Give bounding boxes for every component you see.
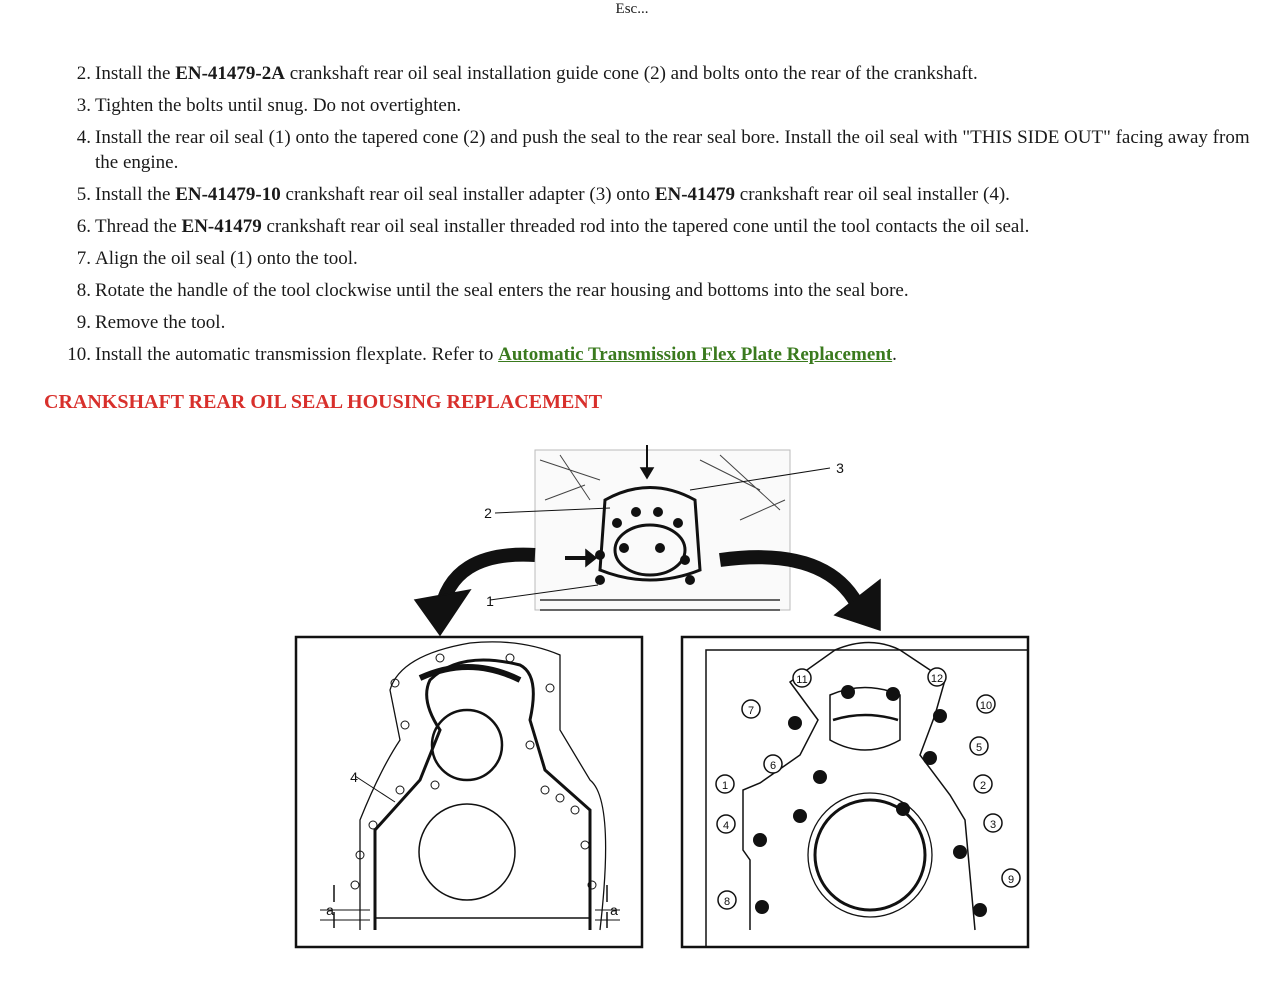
step-item (0, 61, 1264, 86)
flex-plate-replacement-link[interactable]: Automatic Transmission Flex Plate Replacement (498, 344, 893, 365)
tool-number: EN-41479 (181, 216, 262, 237)
bolt-sequence-number: 2 (979, 780, 987, 792)
bolt-sequence-number: 5 (975, 742, 983, 754)
step-number: 10. (67, 344, 91, 365)
step-text: Rotate the handle of the tool clockwise until the seal enters the rear housing and bottoms into the seal bore. (95, 280, 909, 301)
bolt-sequence-number: 6 (769, 760, 777, 772)
step-text: Thread the (95, 216, 182, 237)
step-text: crankshaft rear oil seal installer adapter (3) onto (280, 184, 655, 205)
bolt-sequence-number: 10 (979, 700, 993, 712)
callout-label: 3 (836, 460, 844, 476)
step-item (0, 310, 1264, 335)
engine-rear-view (535, 445, 790, 610)
step-number: 2. (76, 63, 91, 84)
step-number: 5. (76, 184, 91, 205)
housing-panel-left (296, 637, 642, 947)
step-text: Install the rear oil seal (1) onto the tapered cone (2) and push the seal to the rear seal bore. Install the oil seal with "THIS SIDE OUT" facing away from the engine. (95, 127, 1250, 173)
callout-label: a (610, 902, 618, 918)
step-number: 4. (76, 127, 91, 148)
step-number: 9. (76, 312, 91, 333)
bolt-sequence-number: 4 (722, 820, 730, 832)
bolt-sequence-number: 9 (1007, 874, 1015, 886)
step-item (0, 125, 1264, 175)
step-text: crankshaft rear oil seal installer (4). (735, 184, 1010, 205)
tool-number: EN-41479-10 (175, 184, 281, 205)
tool-number: EN-41479 (654, 184, 736, 205)
page-header-title: Esc... (615, 1, 649, 17)
step-item (0, 214, 1264, 239)
step-text: Remove the tool. (95, 312, 226, 333)
step-text: Align the oil seal (1) onto the tool. (95, 248, 358, 269)
bolt-sequence-number: 1 (721, 780, 729, 792)
step-text: crankshaft rear oil seal installation guide cone (2) and bolts onto the rear of the crankshaft. (284, 63, 978, 84)
step-item (0, 278, 1264, 303)
bolt-sequence-number: 7 (747, 705, 755, 717)
tool-number: EN-41479-2A (175, 63, 285, 84)
step-number: 7. (76, 248, 91, 269)
callout-label: 4 (350, 769, 358, 785)
step-text: . (892, 344, 897, 365)
callout-label: 1 (486, 593, 494, 609)
callout-label: a (326, 902, 334, 918)
step-text: crankshaft rear oil seal installer threaded rod into the tapered cone until the tool contacts the oil seal. (261, 216, 1030, 237)
step-item (0, 342, 1264, 367)
step-item (0, 93, 1264, 118)
bolt-sequence-number: 3 (989, 819, 997, 831)
bolt-sequence-number: 8 (723, 896, 731, 908)
step-text: Install the (95, 184, 176, 205)
procedure-steps (0, 61, 1264, 374)
step-number: 8. (76, 280, 91, 301)
bolt-sequence-number: 12 (930, 673, 944, 685)
step-number: 6. (76, 216, 91, 237)
step-text: Install the (95, 63, 176, 84)
bolt-sequence-number: 11 (796, 674, 808, 686)
step-number: 3. (76, 95, 91, 116)
section-heading: CRANKSHAFT REAR OIL SEAL HOUSING REPLACEMENT (44, 391, 603, 413)
step-item (0, 246, 1264, 271)
step-text: Tighten the bolts until snug. Do not overtighten. (95, 95, 462, 116)
step-item (0, 182, 1264, 207)
step-text: Install the automatic transmission flexplate. Refer to (95, 344, 499, 365)
callout-label: 2 (484, 505, 492, 521)
seal-housing-diagram (0, 440, 1264, 960)
